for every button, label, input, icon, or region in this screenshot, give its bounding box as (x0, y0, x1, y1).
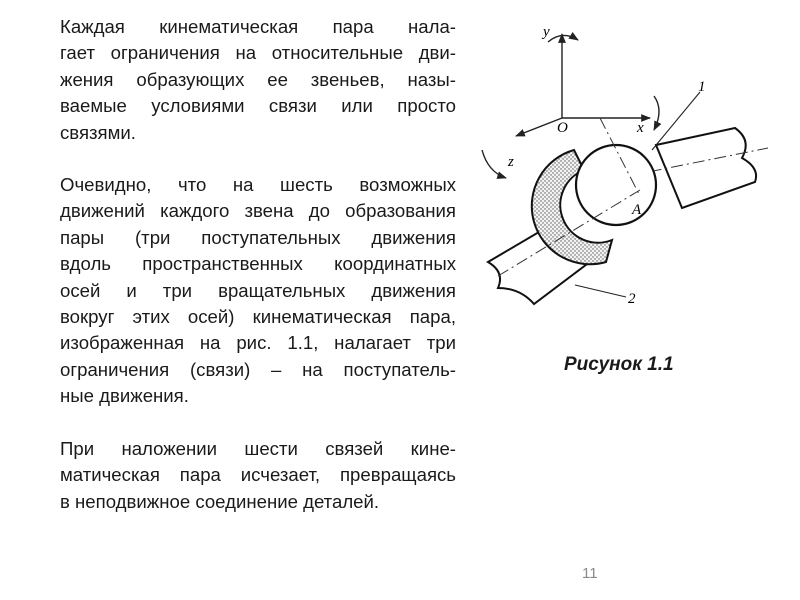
text-line: матическая пара исчезает, превращаясь (60, 464, 456, 486)
point-label-a: A (632, 202, 642, 218)
slide-text (24, 14, 456, 541)
text-line: При наложении шести связей кине- (60, 437, 456, 459)
text-line: ограничения (связи) – на поступатель- (60, 358, 456, 380)
kinematic-pair-figure (462, 10, 782, 320)
text-line: гает ограничения на относительные дви- (60, 42, 456, 64)
paragraph-1 (24, 14, 456, 146)
text-line: ные движения. (60, 385, 189, 407)
text-line: в неподвижное соединение деталей. (60, 490, 380, 512)
paragraph-2 (24, 172, 456, 410)
figure-caption: Рисунок 1.1 (564, 354, 674, 375)
text-line: изображенная на рис. 1.1, налагает три (60, 332, 456, 354)
link-label-2: 2 (628, 291, 636, 307)
axis-label-x: x (637, 120, 644, 136)
text-line: связями. (60, 121, 136, 143)
text-line: Каждая кинематическая пара нала- (60, 16, 456, 37)
axis-label-z: z (508, 154, 514, 170)
text-line: осей и три вращательных движения (60, 279, 456, 301)
text-line: вдоль пространственных координатных (60, 253, 456, 275)
text-line: Очевидно, что на шесть возможных (60, 174, 456, 196)
origin-label: O (557, 120, 568, 136)
text-line: движений каждого звена до образования (60, 200, 456, 222)
text-line: вокруг этих осей) кинематическая пара, (60, 306, 456, 328)
axis-label-y: y (543, 24, 550, 40)
link-label-1: 1 (698, 79, 706, 95)
page-number: 11 (582, 565, 598, 582)
paragraph-3 (24, 436, 456, 515)
text-line: ваемые условиями связи или просто (60, 95, 456, 117)
text-line: жения образующих ее звеньев, назы- (60, 68, 456, 90)
ball-joint (576, 145, 656, 225)
text-line: пары (три поступательных движения (60, 226, 456, 248)
